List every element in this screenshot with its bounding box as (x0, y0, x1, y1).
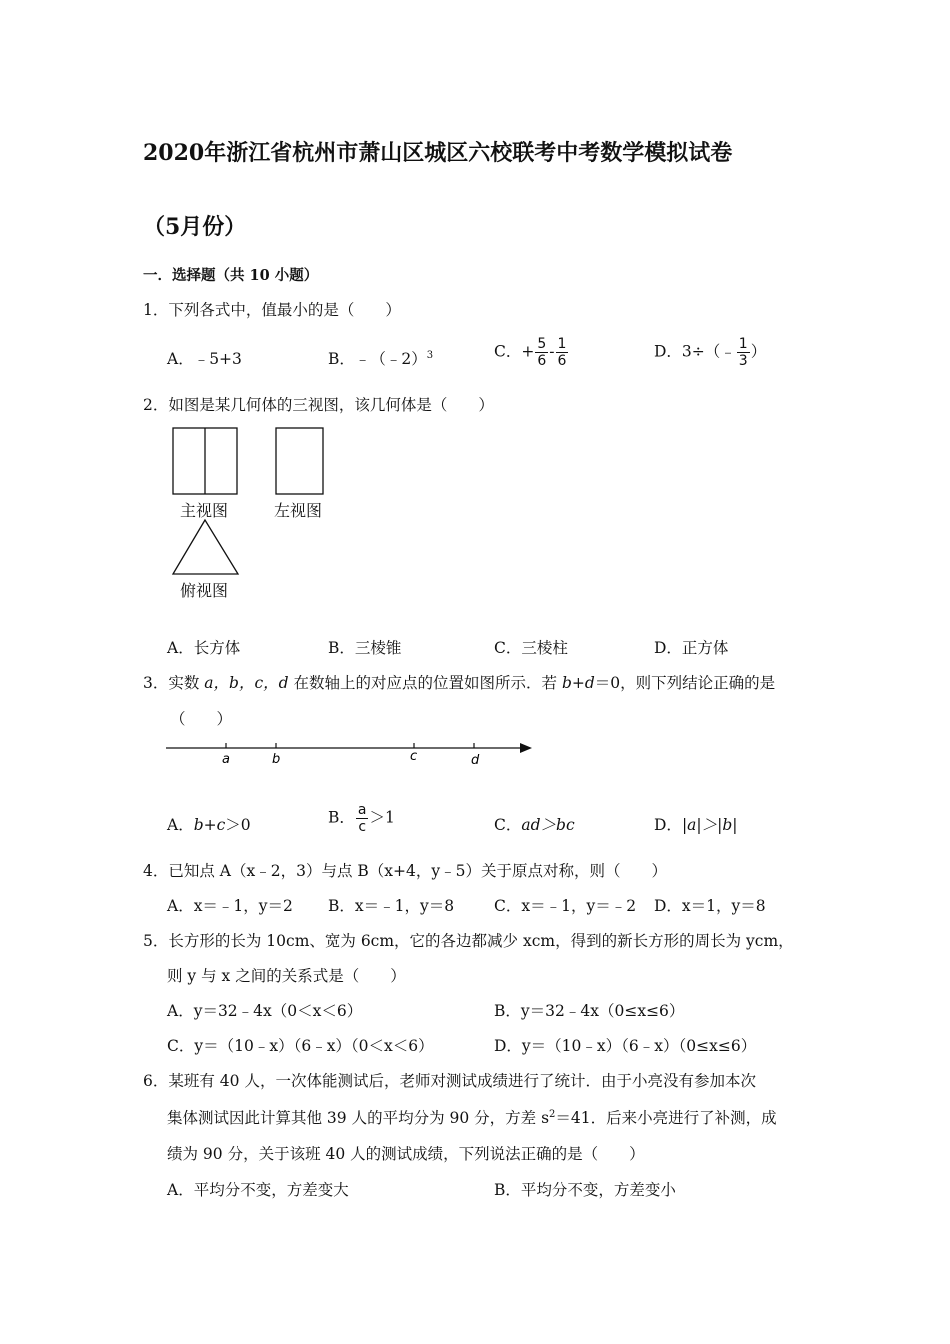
q2-option-b: B．三棱锥 (328, 639, 402, 657)
axis-label-b: b (272, 752, 281, 767)
q3-stem: 3．实数 a，b，c，d 在数轴上的对应点的位置如图所示．若 b+d＝0，则下列结论正确的是 (143, 674, 776, 692)
q2-option-c: C．三棱柱 (494, 639, 568, 657)
q5-stem-line2: 则 y 与 x 之间的关系式是（ ） (167, 967, 406, 985)
q5-stem-line1: 5．长方形的长为 10cm、宽为 6cm，它的各边都减少 xcm，得到的新长方形的周长为 ycm， (143, 932, 794, 950)
q6-option-b: B．平均分不变，方差变小 (494, 1181, 676, 1199)
q2-option-a: A．长方体 (167, 639, 241, 657)
q5-option-d: D．y＝（10﹣x）（6﹣x）（0≤x≤6） (494, 1037, 757, 1055)
q5-option-b: B．y＝32﹣4x（0≤x≤6） (494, 1002, 685, 1020)
front-view-label: 主视图 (180, 501, 229, 520)
q4-option-c: C．x＝﹣1，y＝﹣2 (494, 897, 637, 915)
q1-option-d: D．3÷（﹣ $\frac{1}{3}$ ） (654, 336, 767, 369)
number-line-arrow (520, 743, 532, 753)
q5-option-c: C．y＝（10﹣x）（6﹣x）（0＜x＜6） (167, 1037, 434, 1055)
top-view-label: 俯视图 (180, 581, 229, 600)
left-view-rect (276, 428, 323, 494)
q6-stem-line3: 绩为 90 分，关于该班 40 人的测试成绩，下列说法正确的是（ ） (167, 1145, 645, 1163)
q4-stem: 4．已知点 A（x﹣2，3）与点 B（x+4，y﹣5）关于原点对称，则（ ） (143, 862, 667, 880)
q1-d-fraction: $\frac{1}{3}$ (738, 336, 748, 369)
left-view-label: 左视图 (274, 501, 323, 520)
q3-option-a: A．b+c＞0 (167, 816, 251, 834)
q2-option-d: D．正方体 (654, 639, 729, 657)
q4-option-d: D．x＝1，y＝8 (654, 897, 766, 915)
section-heading: 一．选择题（共 10 小题） (143, 267, 319, 284)
q4-option-b: B．x＝﹣1，y＝8 (328, 897, 455, 915)
q1-option-c: C．+ $\frac{5}{6}$ - $\frac{1}{6}$ (494, 336, 567, 369)
q1-option-a: A．﹣5+3 (167, 350, 242, 368)
document-title-line1: 2020年浙江省杭州市萧山区城区六校联考中考数学模拟试卷 (143, 140, 733, 166)
q3-option-b: B． $\frac{a}{c}$ ＞1 (328, 802, 395, 835)
axis-label-c: c (410, 749, 418, 764)
q1-stem: 1．下列各式中，值最小的是（ ） (143, 301, 401, 319)
q2-stem: 2．如图是某几何体的三视图，该几何体是（ ） (143, 396, 494, 414)
q5-option-a: A．y＝32﹣4x（0＜x＜6） (167, 1002, 363, 1020)
axis-label-d: d (471, 753, 480, 768)
q3-answer-paren: （ ） (170, 710, 233, 728)
document-title-line2: （5月份） (143, 214, 247, 240)
q6-stem-line1: 6．某班有 40 人，一次体能测试后，老师对测试成绩进行了统计．由于小亮没有参加本次 (143, 1072, 756, 1090)
q3-option-c: C．ad＞bc (494, 816, 575, 834)
q1-c-fraction-1: $\frac{5}{6}$ (537, 336, 547, 369)
q3-b-fraction: $\frac{a}{c}$ (357, 802, 367, 835)
number-line-figure (162, 736, 537, 770)
q6-option-a: A．平均分不变，方差变大 (167, 1181, 349, 1199)
q4-option-a: A．x＝﹣1，y＝2 (167, 897, 293, 915)
axis-label-a: a (222, 752, 230, 767)
q1-option-b: B．﹣（﹣2）$^3$ (328, 349, 434, 368)
top-view-triangle (173, 520, 238, 574)
q3-option-d: D．|a|＞|b| (654, 816, 738, 834)
q1-c-fraction-2: $\frac{1}{6}$ (557, 336, 567, 369)
q6-stem-line2: 集体测试因此计算其他 39 人的平均分为 90 分，方差 $s^2=41$．后来小亮进行了补测，成 (167, 1108, 777, 1127)
